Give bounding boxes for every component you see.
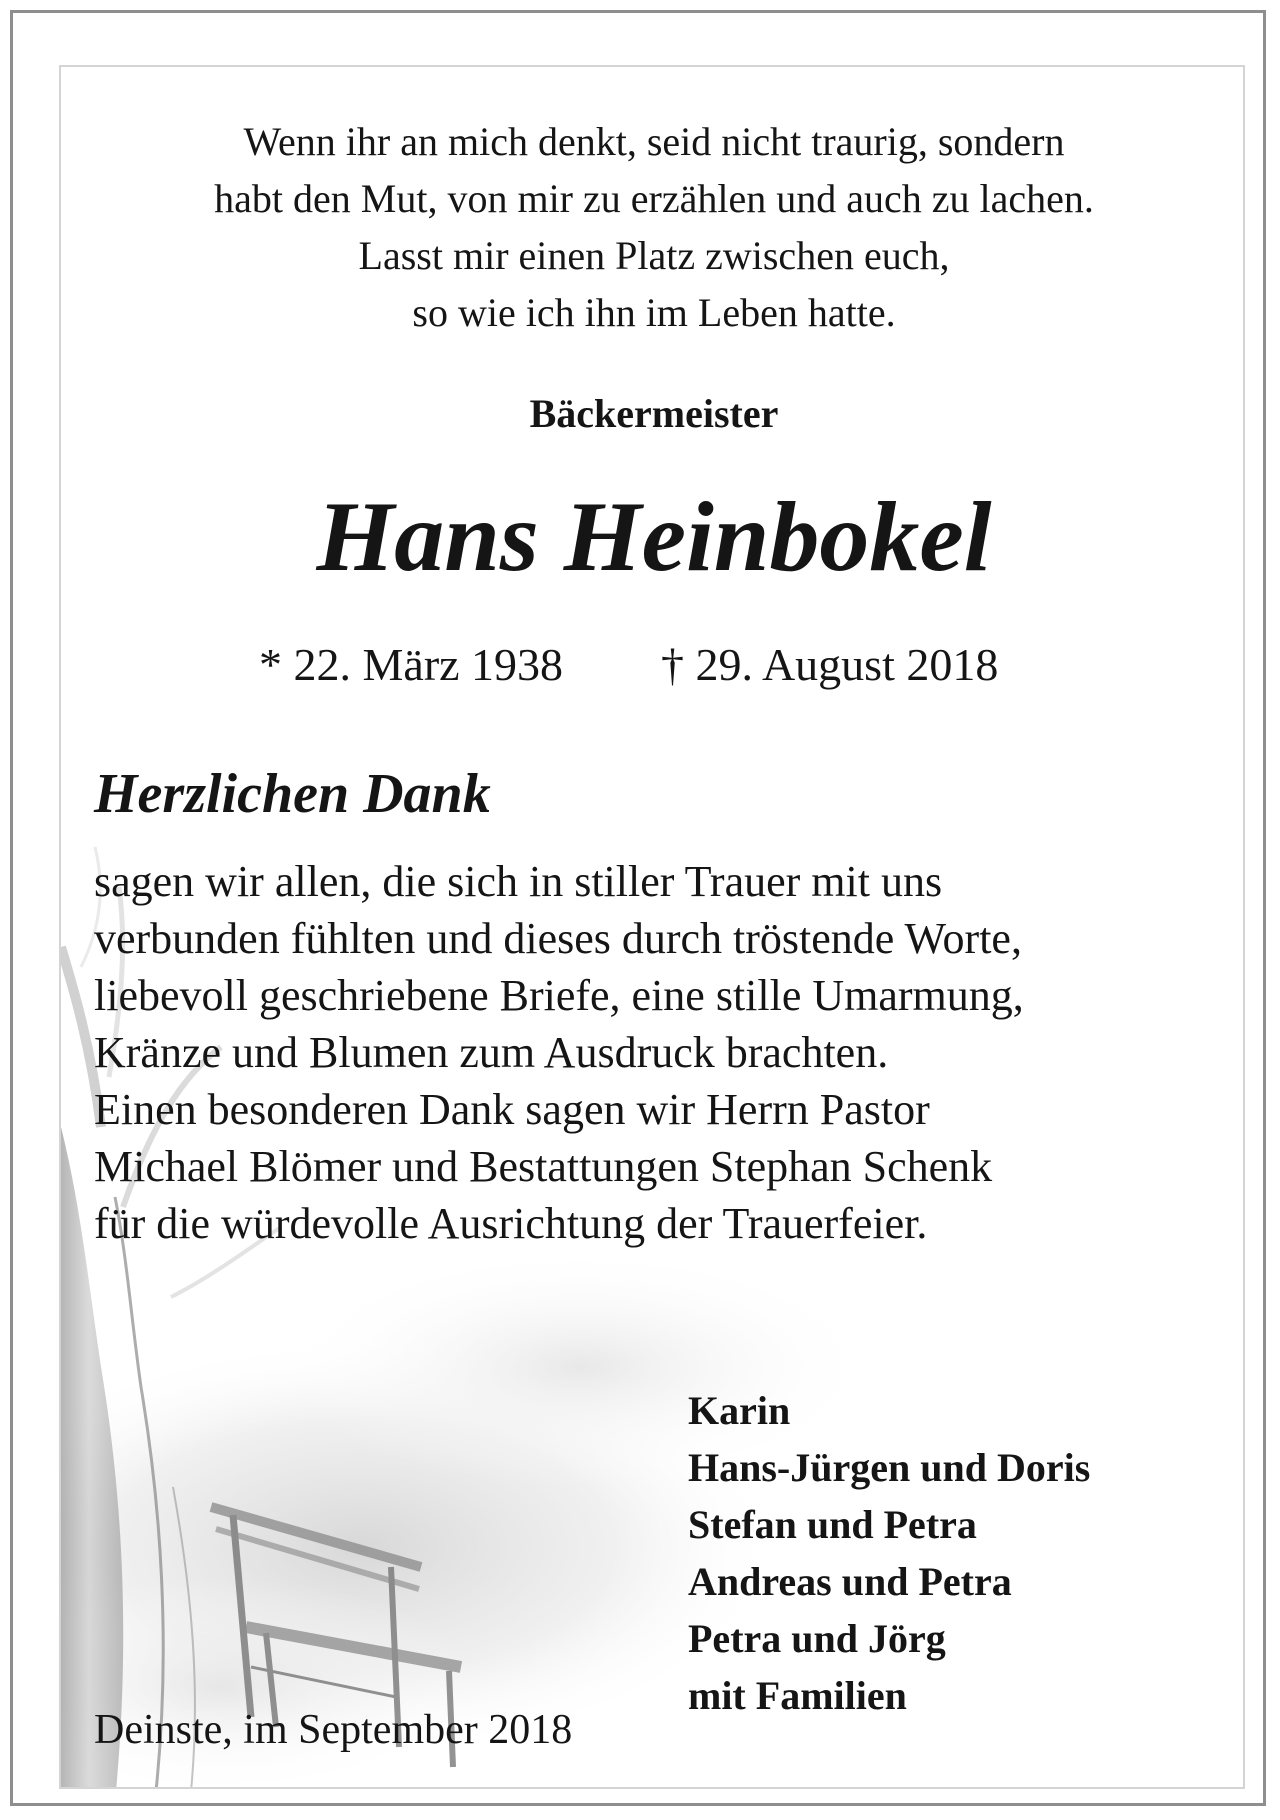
body-line: verbunden fühlten und dieses durch tröstende Worte, <box>94 914 1022 963</box>
signature-line: Petra und Jörg <box>688 1616 946 1661</box>
body-line: für die würdevolle Ausrichtung der Trauerfeier. <box>94 1199 928 1248</box>
notice-content <box>61 67 1245 1789</box>
notice-card <box>59 65 1245 1789</box>
body-line: sagen wir allen, die sich in stiller Trauer mit uns <box>94 857 943 906</box>
body-line: liebevoll geschriebene Briefe, eine stille Umarmung, <box>94 971 1024 1020</box>
signature-line: Andreas und Petra <box>688 1559 1012 1604</box>
place-date-closing: Deinste, im September 2018 <box>94 1707 573 1753</box>
thanks-body <box>94 853 1234 1252</box>
thanks-heading: Herzlichen Dank <box>94 763 491 825</box>
notice-outer-border <box>10 10 1266 1806</box>
body-line: Kränze und Blumen zum Ausdruck brachten. <box>94 1028 889 1077</box>
poem-line: habt den Mut, von mir zu erzählen und auch zu lachen. <box>214 176 1094 221</box>
body-line: Einen besonderen Dank sagen wir Herrn Pastor <box>94 1085 930 1134</box>
signature-line: Hans-Jürgen und Doris <box>688 1445 1091 1490</box>
poem <box>61 113 1245 341</box>
signature-line: Stefan und Petra <box>688 1502 977 1547</box>
poem-line: Lasst mir einen Platz zwischen euch, <box>358 233 950 278</box>
deceased-name: Hans Heinbokel <box>316 481 992 592</box>
poem-line: so wie ich ihn im Leben hatte. <box>412 290 896 335</box>
signature-line: mit Familien <box>688 1673 907 1718</box>
body-line: Michael Blömer und Bestattungen Stephan Schenk <box>94 1142 993 1191</box>
profession-title: Bäckermeister <box>529 391 779 436</box>
poem-line: Wenn ihr an mich denkt, seid nicht traurig, sondern <box>243 119 1065 164</box>
signatures <box>688 1382 1090 1724</box>
birth-date: * 22. März 1938 <box>259 639 564 690</box>
signature-line: Karin <box>688 1388 791 1433</box>
death-date: † 29. August 2018 <box>661 639 999 690</box>
